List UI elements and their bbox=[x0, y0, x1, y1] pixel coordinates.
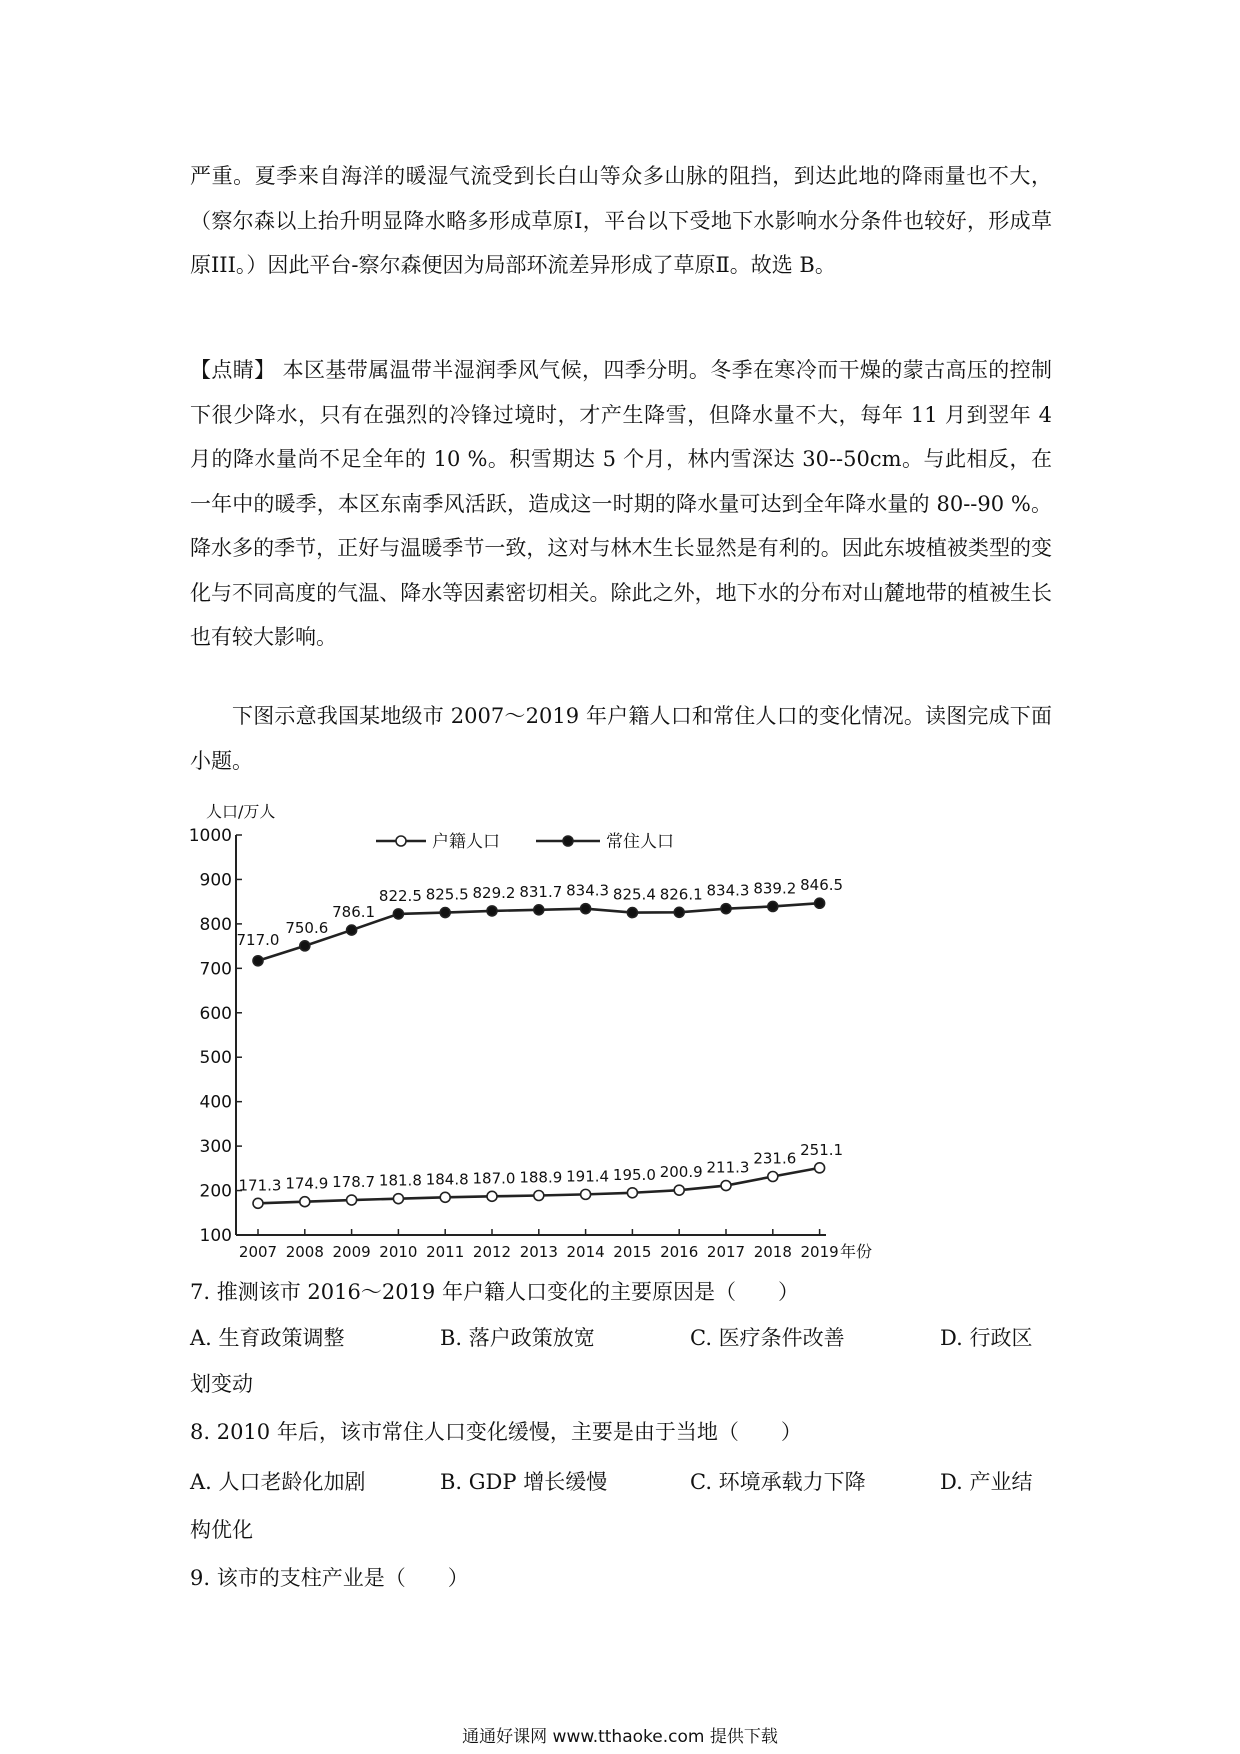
series-point-0 bbox=[721, 1181, 731, 1191]
x-tick-label: 2017 bbox=[706, 1243, 746, 1260]
q8-option-c[interactable]: C. 环境承载力下降 bbox=[690, 1470, 866, 1494]
page-footer: 通通好课网 www.tthaoke.com 提供下载 bbox=[462, 1727, 778, 1747]
x-tick-label: 2012 bbox=[472, 1243, 512, 1260]
q7-option-b[interactable]: B. 落户政策放宽 bbox=[440, 1326, 595, 1350]
data-label: 829.2 bbox=[472, 883, 516, 902]
series-point-0 bbox=[253, 1198, 263, 1208]
data-label: 191.4 bbox=[566, 1167, 610, 1186]
data-label: 826.1 bbox=[659, 885, 703, 904]
x-tick-label: 2011 bbox=[426, 1243, 465, 1260]
y-tick-label: 900 bbox=[199, 870, 232, 891]
series-point-0 bbox=[534, 1190, 544, 1200]
data-label: 825.4 bbox=[612, 885, 656, 904]
y-tick-label: 500 bbox=[199, 1048, 232, 1069]
legend-marker-0 bbox=[396, 836, 406, 846]
data-label: 822.5 bbox=[378, 886, 422, 905]
series-point-1 bbox=[487, 906, 497, 916]
data-label: 187.0 bbox=[472, 1169, 516, 1188]
series-point-1 bbox=[300, 941, 310, 951]
q8-option-a[interactable]: A. 人口老龄化加剧 bbox=[190, 1470, 366, 1494]
question-8-stem: 8. 2010 年后，该市常住人口变化缓慢，主要是由于当地（ ） bbox=[190, 1420, 802, 1444]
data-label: 174.9 bbox=[285, 1174, 329, 1193]
x-tick-label: 2015 bbox=[613, 1243, 652, 1260]
x-tick-label: 2016 bbox=[660, 1243, 699, 1260]
q8-option-d-wrap: 构优化 bbox=[190, 1518, 253, 1542]
data-label: 834.3 bbox=[706, 881, 750, 900]
series-point-0 bbox=[674, 1185, 684, 1195]
data-label: 750.6 bbox=[285, 918, 329, 937]
q7-option-d[interactable]: D. 行政区 bbox=[940, 1326, 1033, 1350]
series-point-0 bbox=[300, 1197, 310, 1207]
series-point-0 bbox=[627, 1188, 637, 1198]
data-label: 178.7 bbox=[332, 1173, 376, 1192]
series-point-1 bbox=[721, 904, 731, 914]
legend-marker-1 bbox=[563, 836, 573, 846]
q8-option-d[interactable]: D. 产业结 bbox=[940, 1470, 1033, 1494]
data-label: 184.8 bbox=[425, 1170, 469, 1189]
question-9-stem: 9. 该市的支柱产业是（ ） bbox=[190, 1566, 469, 1590]
data-label: 188.9 bbox=[519, 1168, 563, 1187]
data-label: 195.0 bbox=[612, 1165, 656, 1184]
data-label: 171.3 bbox=[238, 1176, 282, 1195]
x-tick-label: 2014 bbox=[566, 1243, 605, 1260]
x-tick-label: 2009 bbox=[332, 1243, 371, 1260]
series-point-0 bbox=[581, 1189, 591, 1199]
series-point-1 bbox=[815, 898, 825, 908]
line-chart-svg bbox=[180, 780, 980, 1260]
series-point-1 bbox=[253, 956, 263, 966]
y-tick-label: 800 bbox=[199, 914, 232, 935]
data-label: 211.3 bbox=[706, 1158, 750, 1177]
q7-option-a[interactable]: A. 生育政策调整 bbox=[190, 1326, 345, 1350]
legend-label-1: 常住人口 bbox=[606, 832, 674, 852]
q7-option-d-wrap: 划变动 bbox=[190, 1372, 253, 1396]
x-axis-title: 年份 bbox=[840, 1242, 873, 1260]
series-point-1 bbox=[581, 904, 591, 914]
data-label: 231.6 bbox=[753, 1149, 797, 1168]
x-tick-label: 2018 bbox=[753, 1243, 792, 1260]
series-point-1 bbox=[440, 908, 450, 918]
y-tick-label: 600 bbox=[199, 1003, 232, 1024]
series-point-1 bbox=[674, 907, 684, 917]
series-point-0 bbox=[487, 1191, 497, 1201]
paragraph-answer-explanation: 严重。夏季来自海洋的暖湿气流受到长白山等众多山脉的阻挡，到达此地的降雨量也不大，（察尔森以上抬升明显降水略多形成草原Ⅰ，平台以下受地下水影响水分条件也较好，形成草原III。）因此平台-察尔森便因为局部环流差异形成了草原Ⅱ。故选 B。 bbox=[190, 164, 1052, 277]
x-tick-label: 2010 bbox=[379, 1243, 418, 1260]
question-7-stem: 7. 推测该市 2016～2019 年户籍人口变化的主要原因是（ ） bbox=[190, 1280, 799, 1304]
series-point-1 bbox=[627, 908, 637, 918]
data-label: 834.3 bbox=[566, 881, 610, 900]
series-point-0 bbox=[768, 1172, 778, 1182]
chart-legend bbox=[376, 832, 674, 852]
data-label: 717.0 bbox=[236, 930, 280, 949]
y-axis-title: 人口/万人 bbox=[206, 802, 276, 821]
series-point-1 bbox=[393, 909, 403, 919]
q7-option-c[interactable]: C. 医疗条件改善 bbox=[690, 1326, 845, 1350]
series-point-1 bbox=[768, 901, 778, 911]
population-chart bbox=[180, 780, 980, 1260]
x-tick-label: 2007 bbox=[238, 1243, 278, 1260]
data-label: 839.2 bbox=[753, 879, 797, 898]
data-label: 251.1 bbox=[800, 1140, 844, 1159]
paragraph-question-intro: 下图示意我国某地级市 2007～2019 年户籍人口和常住人口的变化情况。读图完成下面小题。 bbox=[190, 704, 1052, 773]
x-tick-label: 2013 bbox=[519, 1243, 558, 1260]
data-label: 846.5 bbox=[800, 876, 844, 895]
y-tick-label: 200 bbox=[199, 1181, 232, 1202]
y-tick-label: 700 bbox=[199, 959, 232, 980]
y-tick-label: 100 bbox=[199, 1226, 232, 1246]
series-point-0 bbox=[393, 1194, 403, 1204]
y-tick-label: 400 bbox=[199, 1092, 232, 1113]
y-tick-label: 1000 bbox=[188, 826, 232, 846]
data-label: 786.1 bbox=[332, 903, 376, 922]
y-tick-label: 300 bbox=[199, 1137, 232, 1158]
chart-series bbox=[237, 876, 844, 1208]
data-label: 825.5 bbox=[425, 885, 469, 904]
x-tick-label: 2019 bbox=[800, 1243, 839, 1260]
paragraph-key-point: 【点睛】 本区基带属温带半湿润季风气候，四季分明。冬季在寒冷而干燥的蒙古高压的控制下很少降水，只有在强烈的冷锋过境时，才产生降雪，但降水量不大，每年 11 月到翌年 4 月的降水量尚不足全年的 10 %。积雪期达 5 个月，林内雪深达 30--50cm。与此相反，在一年中的暖季，本区东南季风活跃，造成这一时期的降水量可达到全年降水量的 80--90 %。降水多的季节，正好与温暖季节一致，这对与林木生长显然是有利的。因此东坡植被类型的变化与不同高度的气温、降水等因素密切相关。除此之外，地下水的分布对山麓地带的植被生长也有较大影响。 bbox=[190, 358, 1052, 649]
data-label: 831.7 bbox=[519, 882, 563, 901]
data-label: 200.9 bbox=[659, 1163, 703, 1182]
legend-label-0: 户籍人口 bbox=[432, 832, 500, 852]
series-point-1 bbox=[534, 905, 544, 915]
series-point-0 bbox=[440, 1192, 450, 1202]
data-label: 181.8 bbox=[378, 1171, 422, 1190]
series-point-0 bbox=[347, 1195, 357, 1205]
q8-option-b[interactable]: B. GDP 增长缓慢 bbox=[440, 1470, 608, 1494]
series-point-1 bbox=[347, 925, 357, 935]
x-tick-label: 2008 bbox=[285, 1243, 324, 1260]
series-point-0 bbox=[815, 1163, 825, 1173]
